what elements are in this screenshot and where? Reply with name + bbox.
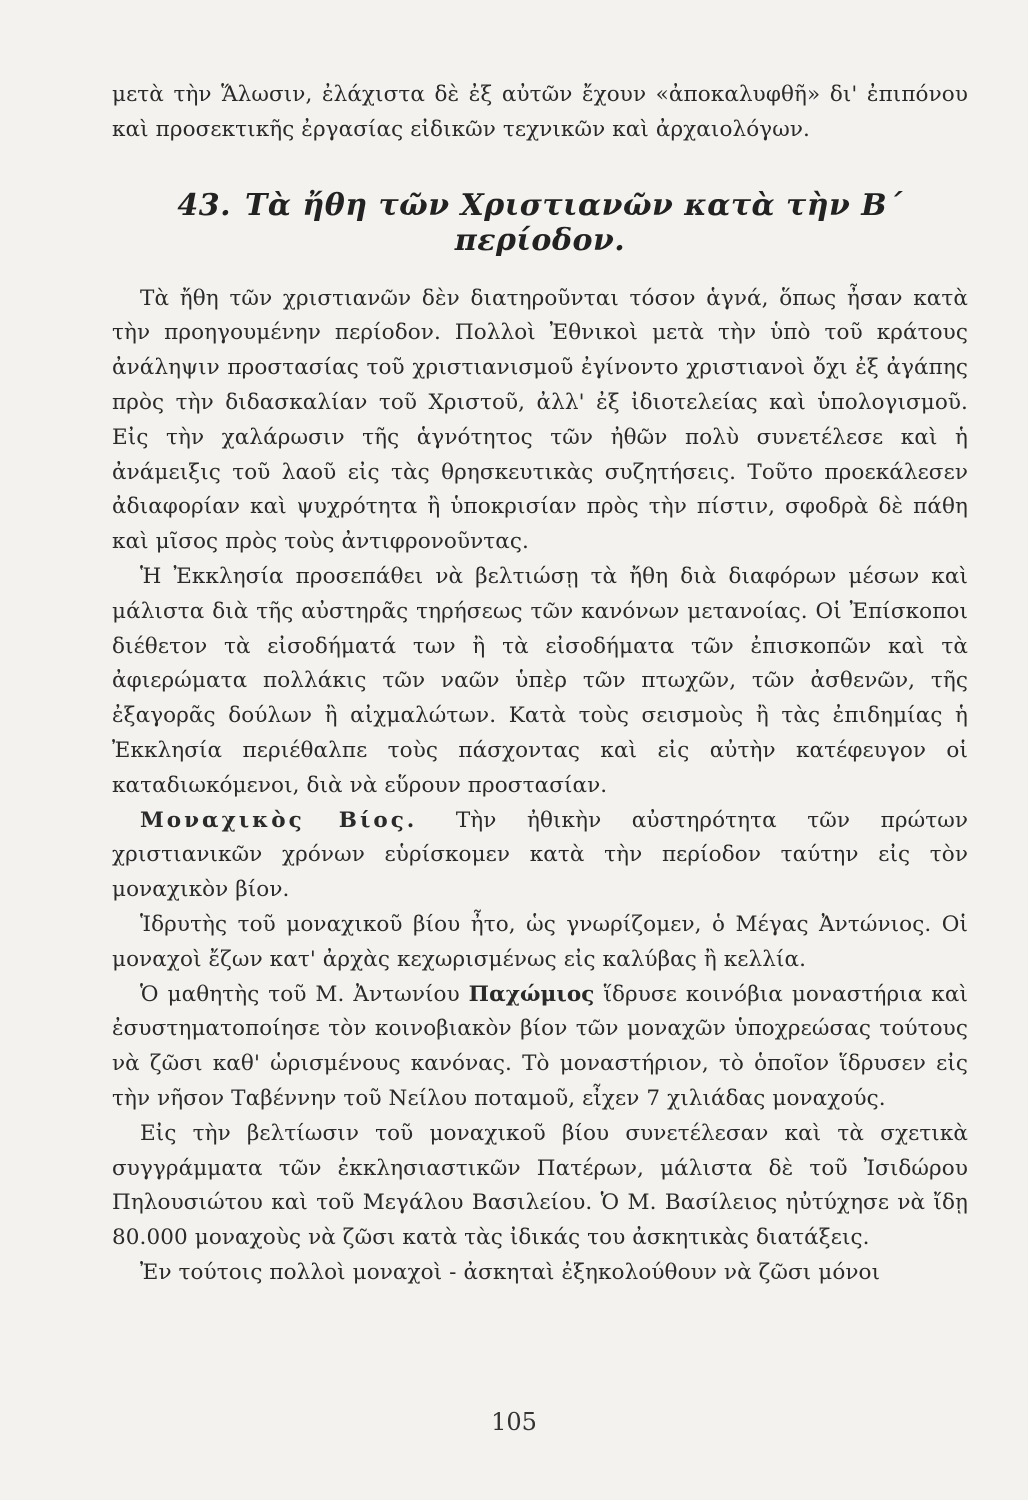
pachomius-name: Παχώμιος <box>468 981 595 1007</box>
paragraph-pachomius <box>112 978 968 1117</box>
pachomius-text: ἵδρυσε κοινόβια μοναστήρια καὶ ἐσυστηματοποίησε τὸν κοινοβιακὸν βίον τῶν μοναχῶν ὑποχρεώσας τούτους νὰ ζῶσι καθ' ὡρισμένους κανόνας. Τὸ μοναστήριον, τὸ ὁποῖον ἵδρυσεν εἰς τὴν νῆσον Ταβέννην τοῦ Νείλου ποταμοῦ, εἶχεν 7 χιλιάδας μοναχούς. <box>112 981 968 1111</box>
paragraph-founder: Ἱδρυτὴς τοῦ μοναχικοῦ βίου ἦτο, ὡς γνωρίζομεν, ὁ Μέγας Ἀντώνιος. Οἱ μοναχοὶ ἔζων κατ' ἀρχὰς κεχωρισμένως εἰς καλύβας ἢ κελλία. <box>112 911 968 972</box>
monastic-life-label: Μοναχικὸς Βίος. <box>140 807 418 833</box>
paragraph-monastic-life <box>112 804 968 908</box>
paragraph-ascetics: Ἐν τούτοις πολλοὶ μοναχοὶ - ἀσκηταὶ ἐξηκολούθουν νὰ ζῶσι μόνοι <box>140 1259 881 1285</box>
page-text <box>112 78 968 1291</box>
section-title: Τὰ ἤθη τῶν Χριστιανῶν κατὰ τὴν Β΄ περίοδον. <box>245 187 903 258</box>
paragraph-church: Ἡ Ἐκκλησία προσεπάθει νὰ βελτιώσῃ τὰ ἤθη διὰ διαφόρων μέσων καὶ μάλιστα διὰ τῆς αὐστηρᾶς τηρήσεως τῶν κανόνων μετανοίας. Οἱ Ἐπίσκοποι διέθετον τὰ εἰσοδήματά των ἢ τὰ εἰσοδήματα τῶν ἐπισκοπῶν καὶ τὰ ἀφιερώματα πολλάκις τῶν ναῶν ὑπὲρ τῶν πτωχῶν, τῶν ἀσθενῶν, τῆς ἐξαγορᾶς δούλων ἢ αἰχμαλώτων. Κατὰ τοὺς σεισμοὺς ἢ τὰς ἐπιδημίας ἡ Ἐκκλησία περιέθαλπε τοὺς πάσχοντας καὶ εἰς αὐτὴν κατέφευγον οἱ καταδιωκόμενοι, διὰ νὰ εὕρουν προστασίαν. <box>112 563 968 798</box>
paragraph-fathers: Εἰς τὴν βελτίωσιν τοῦ μοναχικοῦ βίου συνετέλεσαν καὶ τὰ σχετικὰ συγγράμματα τῶν ἐκκλησιαστικῶν Πατέρων, μάλιστα δὲ τοῦ Ἰσιδώρου Πηλουσιώτου καὶ τοῦ Μεγάλου Βασιλείου. Ὁ Μ. Βασίλειος ηὐτύχησε νὰ ἴδῃ 80.000 μοναχοὺς νὰ ζῶσι κατὰ τὰς ἰδικάς του ἀσκητικὰς διατάξεις. <box>112 1120 968 1251</box>
section-heading <box>112 188 968 258</box>
intro-paragraph: μετὰ τὴν Ἅλωσιν, ἐλάχιστα δὲ ἐξ αὐτῶν ἔχουν «ἀποκαλυφθῆ» δι' ἐπιπόνου καὶ προσεκτικῆς ἐργασίας εἰδικῶν τεχνικῶν καὶ ἀρχαιολόγων. <box>112 82 968 142</box>
paragraph-morals: Τὰ ἤθη τῶν χριστιανῶν δὲν διατηροῦνται τόσον ἁγνά, ὅπως ἦσαν κατὰ τὴν προηγουμένην περίοδον. Πολλοὶ Ἐθνικοὶ μετὰ τὴν ὑπὸ τοῦ κράτους ἀνάληψιν προστασίας τοῦ χριστιανισμοῦ ἐγίνοντο χριστιανοὶ ὄχι ἐξ ἀγάπης πρὸς τὴν διδασκαλίαν τοῦ Χριστοῦ, ἀλλ' ἐξ ἰδιοτελείας καὶ ὑπολογισμοῦ. Εἰς τὴν χαλάρωσιν τῆς ἁγνότητος τῶν ἠθῶν πολὺ συνετέλεσε καὶ ἡ ἀνάμειξις τοῦ λαοῦ εἰς τὰς θρησκευτικὰς συζητήσεις. Τοῦτο προεκάλεσεν ἀδιαφορίαν καὶ ψυχρότητα ἢ ὑποκρισίαν πρὸς τὴν πίστιν, σφοδρὰ δὲ πάθη καὶ μῖσος πρὸς τοὺς ἀντιφρονοῦντας. <box>112 285 968 555</box>
section-number: 43. <box>177 187 232 223</box>
pachomius-intro: Ὁ μαθητὴς τοῦ Μ. Ἀντωνίου <box>140 981 460 1007</box>
monastic-life-text: Τὴν ἠθικὴν αὐστηρότητα τῶν πρώτων χριστιανικῶν χρόνων εὑρίσκομεν κατὰ τὴν περίοδον ταύτην εἰς τὸν μοναχικὸν βίον. <box>112 807 969 903</box>
page-number: 105 <box>491 1408 537 1436</box>
